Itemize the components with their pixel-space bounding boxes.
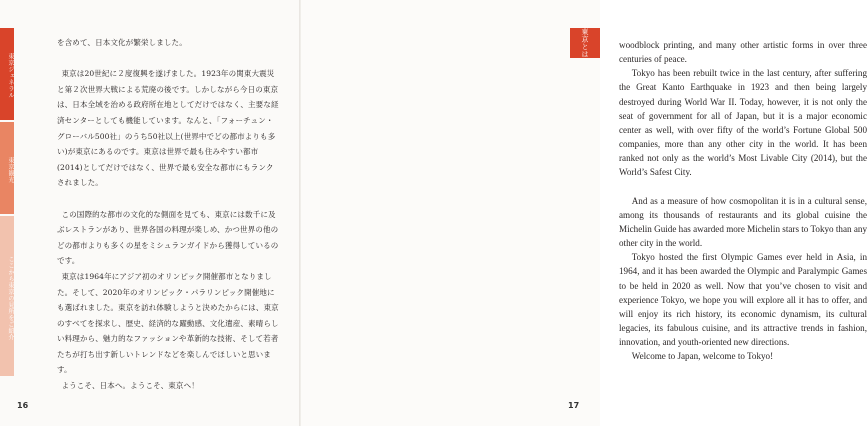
japanese-body-text [57,35,279,394]
tab-tokyo-general[interactable]: 東京ジェネラル [0,28,14,120]
english-paragraph: And as a measure of how cosmopolitan it is in a cultural sense, among its thousands of restaurants and its global cuisine the Michelin Guide has awarded more Michelin stars to Tokyo than any other city in the world. [619,195,867,249]
japanese-paragraph: 東京は1964年にアジア初のオリンピック開催都市となりました。そして、2020年のオリンピック・パラリンピック開催地にも選ばれました。東京を訪れ体験しようと決めたからには、東京のすべてを探求し、歴史、経済的な躍動感、文化遺産、素晴らしい料理から、魅力的なファッションや革新的な技術、そして若者たちが打ち出す新しいトレンドなどを楽しんでほしいと思います。 [57,271,279,375]
paragraph-spacer [57,191,279,207]
paragraph-spacer [619,180,867,194]
japanese-paragraph: ようこそ、日本へ。ようこそ、東京へ！ [61,381,199,391]
page-number-left: 16 [17,401,29,410]
tab-highlights[interactable]: ここから東京の見所をご紹介 [0,216,14,376]
page-number-right: 17 [568,401,580,410]
japanese-paragraph: 東京は20世紀に２度復興を遂げました。1923年の関東大震災と第２次世界大戦による荒廃の後です。しかしながら今日の東京は、日本全域を治める政府所在地としてだけではなく、主要な経済センターとしても機能しています。なんと、「フォーチュン・グローバル500社」のうち50社以上(世界中でどの都市よりも多い)が東京にあるのです。東京は世界で最も住みやすい都市(2014)としてだけではなく、世界で最も安全な都市にもランクされました。 [57,69,279,188]
english-paragraph: Tokyo hosted the first Olympic Games ever held in Asia, in 1964, and it has been awarded the Olympic and Paralympic Games to be held in 2020 as well. Now that you’ve chosen to visit and experience Tokyo, we hope you will explore all it has to offer, and will enjoy its rich history, its economic dynamism, its cultural legacies, its fabulous cuisine, and its attractive trends in fashion, innovation, and youth-oriented new directions. [619,252,867,348]
japanese-paragraph: この国際的な都市の文化的な側面を見ても、東京には数千に及ぶレストランがあり、世界各国の料理が楽しめ、かつ世界の他のどの都市よりも多くの星をミシュランガイドから獲得しているのです。 [57,209,279,266]
english-paragraph: Welcome to Japan, welcome to Tokyo! [631,351,774,362]
japanese-paragraph: を含めて、日本文化が繁栄しました。 [57,38,187,47]
left-page [0,0,299,426]
english-paragraph: Tokyo has been rebuilt twice in the last century, after suffering the Great Kanto Earthquake in 1923 and then being largely destroyed during World War II. Today, however, it is not only the seat of government for all of Japan, but it is a major economic center as well, with over fifty of the world’s Fortune Global 500 companies, more than any other city in the world. It has been ranked not only as the world’s Most Livable City (2014), but the World’s Safest City. [619,68,867,178]
right-page [301,0,867,426]
paragraph-spacer [57,51,279,67]
english-paragraph: woodblock printing, and many other artistic forms in over three centuries of peace. [619,40,867,65]
tab-about-tokyo[interactable]: 東京とは [570,28,600,58]
english-body-text [619,38,867,364]
tab-tokyo-sightseeing[interactable]: 東京観光 [0,122,14,214]
